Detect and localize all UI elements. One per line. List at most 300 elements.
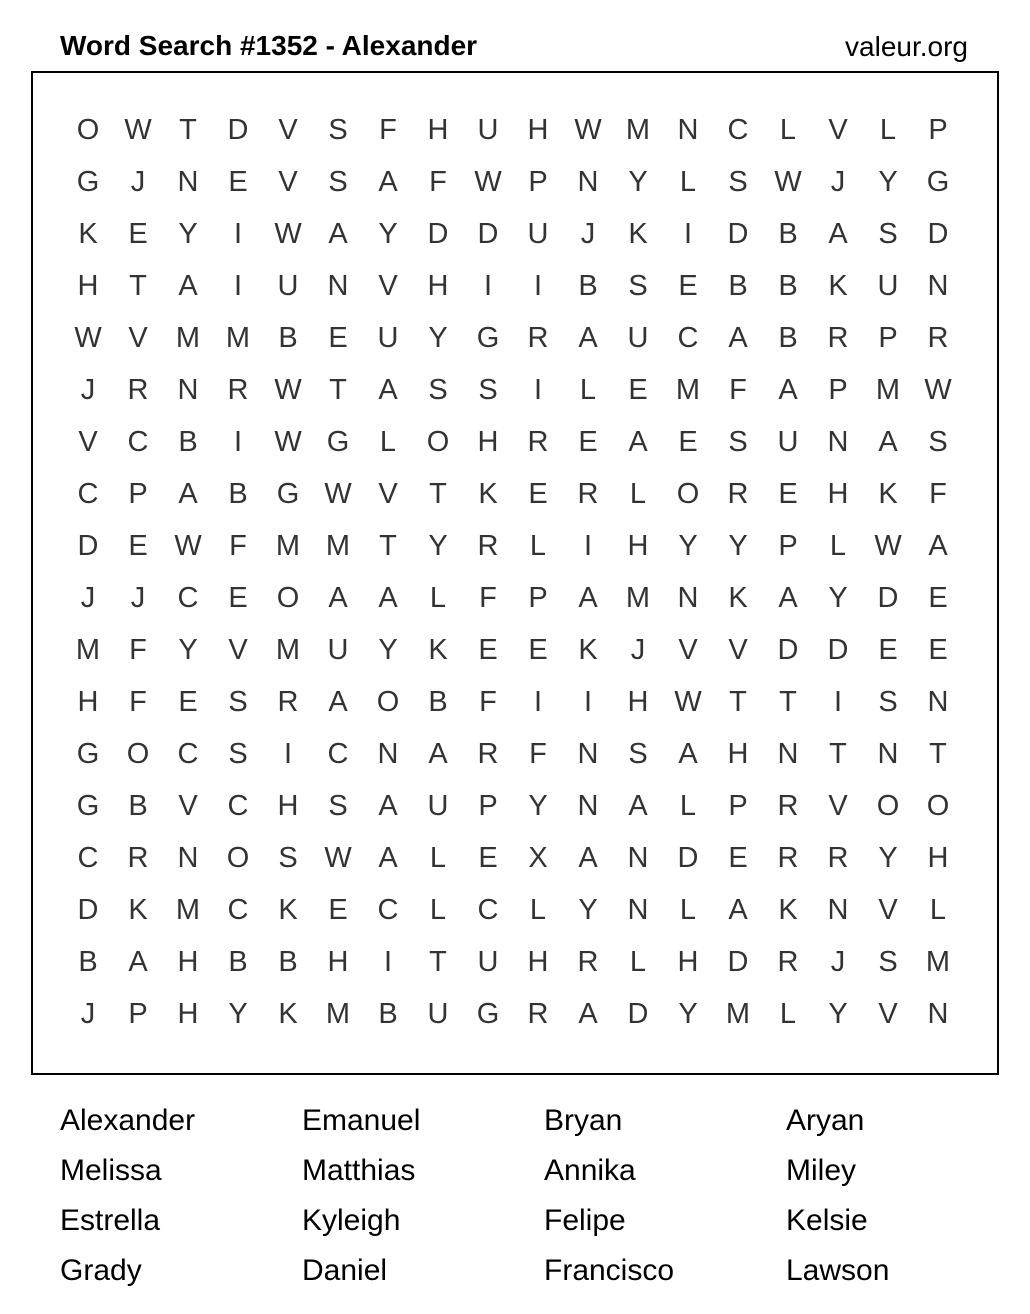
grid-letter[interactable]: E <box>128 217 148 250</box>
grid-letter[interactable]: R <box>477 737 499 770</box>
grid-letter[interactable]: E <box>528 633 548 666</box>
grid-letter[interactable]: V <box>828 113 848 146</box>
grid-letter[interactable]: V <box>278 165 298 198</box>
grid-letter[interactable]: A <box>628 425 648 458</box>
grid-letter[interactable]: W <box>274 373 302 406</box>
grid-letter[interactable]: E <box>928 633 948 666</box>
grid-letter[interactable]: H <box>177 997 199 1030</box>
grid-letter[interactable]: I <box>533 685 543 718</box>
grid-letter[interactable]: D <box>827 633 849 666</box>
grid-letter[interactable]: F <box>129 633 147 666</box>
grid-letter[interactable]: J <box>80 997 96 1030</box>
grid-letter[interactable]: Y <box>428 529 448 562</box>
grid-letter[interactable]: I <box>683 217 693 250</box>
grid-letter[interactable]: H <box>727 737 749 770</box>
grid-letter[interactable]: H <box>927 841 949 874</box>
grid-letter[interactable]: E <box>778 477 798 510</box>
grid-letter[interactable]: M <box>925 945 951 978</box>
grid-letter[interactable]: E <box>328 893 348 926</box>
grid-letter[interactable]: R <box>577 945 599 978</box>
grid-letter[interactable]: T <box>379 529 397 562</box>
grid-letter[interactable]: C <box>77 477 99 510</box>
grid-letter[interactable]: S <box>328 789 348 822</box>
grid-letter[interactable]: V <box>878 997 898 1030</box>
grid-letter[interactable]: K <box>828 269 848 302</box>
grid-letter[interactable]: R <box>127 373 149 406</box>
grid-letter[interactable]: Y <box>378 633 398 666</box>
grid-letter[interactable]: U <box>627 321 649 354</box>
grid-letter[interactable]: I <box>383 945 393 978</box>
grid-letter[interactable]: A <box>578 581 598 614</box>
grid-letter[interactable]: R <box>927 321 949 354</box>
grid-letter[interactable]: B <box>778 269 798 302</box>
grid-letter[interactable]: S <box>928 425 948 458</box>
grid-letter[interactable]: C <box>727 113 749 146</box>
grid-letter[interactable]: L <box>829 529 847 562</box>
grid-letter[interactable]: U <box>877 269 899 302</box>
grid-letter[interactable]: D <box>677 841 699 874</box>
grid-letter[interactable]: K <box>428 633 448 666</box>
grid-letter[interactable]: M <box>725 997 751 1030</box>
grid-letter[interactable]: O <box>376 685 400 718</box>
grid-letter[interactable]: N <box>577 789 599 822</box>
grid-letter[interactable]: B <box>278 945 298 978</box>
grid-letter[interactable]: A <box>728 321 748 354</box>
grid-letter[interactable]: N <box>577 165 599 198</box>
grid-letter[interactable]: K <box>278 893 298 926</box>
grid-letter[interactable]: Y <box>678 529 698 562</box>
grid-letter[interactable]: D <box>227 113 249 146</box>
grid-letter[interactable]: B <box>178 425 198 458</box>
grid-letter[interactable]: A <box>678 737 698 770</box>
grid-letter[interactable]: V <box>828 789 848 822</box>
grid-letter[interactable]: D <box>777 633 799 666</box>
grid-letter[interactable]: A <box>578 841 598 874</box>
grid-letter[interactable]: C <box>227 893 249 926</box>
grid-letter[interactable]: J <box>580 217 596 250</box>
grid-letter[interactable]: F <box>229 529 247 562</box>
grid-letter[interactable]: U <box>527 217 549 250</box>
grid-letter[interactable]: O <box>226 841 250 874</box>
grid-letter[interactable]: I <box>583 685 593 718</box>
grid-letter[interactable]: R <box>727 477 749 510</box>
grid-letter[interactable]: R <box>277 685 299 718</box>
grid-letter[interactable]: L <box>429 581 447 614</box>
grid-letter[interactable]: K <box>278 997 298 1030</box>
grid-letter[interactable]: H <box>277 789 299 822</box>
grid-letter[interactable]: N <box>577 737 599 770</box>
grid-letter[interactable]: A <box>778 581 798 614</box>
grid-letter[interactable]: W <box>74 321 102 354</box>
grid-letter[interactable]: D <box>77 893 99 926</box>
grid-letter[interactable]: G <box>326 425 350 458</box>
grid-letter[interactable]: O <box>876 789 900 822</box>
grid-letter[interactable]: C <box>377 893 399 926</box>
grid-letter[interactable]: Y <box>428 321 448 354</box>
grid-letter[interactable]: V <box>78 425 98 458</box>
grid-letter[interactable]: V <box>128 321 148 354</box>
grid-letter[interactable]: A <box>378 165 398 198</box>
grid-letter[interactable]: X <box>528 841 548 874</box>
grid-letter[interactable]: F <box>729 373 747 406</box>
grid-letter[interactable]: H <box>427 269 449 302</box>
grid-letter[interactable]: B <box>378 997 398 1030</box>
grid-letter[interactable]: R <box>777 841 799 874</box>
grid-letter[interactable]: I <box>533 373 543 406</box>
grid-letter[interactable]: M <box>275 633 301 666</box>
grid-letter[interactable]: F <box>479 685 497 718</box>
grid-letter[interactable]: C <box>227 789 249 822</box>
grid-letter[interactable]: N <box>827 893 849 926</box>
grid-letter[interactable]: T <box>179 113 197 146</box>
grid-letter[interactable]: A <box>628 789 648 822</box>
grid-letter[interactable]: H <box>177 945 199 978</box>
grid-letter[interactable]: D <box>627 997 649 1030</box>
grid-letter[interactable]: N <box>627 841 649 874</box>
grid-letter[interactable]: N <box>827 425 849 458</box>
grid-letter[interactable]: P <box>128 997 148 1030</box>
grid-letter[interactable]: R <box>777 945 799 978</box>
grid-letter[interactable]: B <box>778 217 798 250</box>
grid-letter[interactable]: K <box>728 581 748 614</box>
grid-letter[interactable]: P <box>528 581 548 614</box>
grid-letter[interactable]: U <box>277 269 299 302</box>
grid-letter[interactable]: S <box>878 685 898 718</box>
grid-letter[interactable]: Y <box>578 893 598 926</box>
grid-letter[interactable]: I <box>233 217 243 250</box>
grid-letter[interactable]: R <box>827 321 849 354</box>
grid-letter[interactable]: A <box>378 581 398 614</box>
grid-letter[interactable]: I <box>233 425 243 458</box>
grid-letter[interactable]: H <box>527 113 549 146</box>
grid-letter[interactable]: R <box>477 529 499 562</box>
grid-letter[interactable]: T <box>329 373 347 406</box>
grid-letter[interactable]: D <box>77 529 99 562</box>
grid-letter[interactable]: E <box>328 321 348 354</box>
grid-letter[interactable]: I <box>283 737 293 770</box>
grid-letter[interactable]: Y <box>728 529 748 562</box>
grid-letter[interactable]: B <box>778 321 798 354</box>
grid-letter[interactable]: E <box>728 841 748 874</box>
grid-letter[interactable]: P <box>528 165 548 198</box>
grid-letter[interactable]: H <box>77 685 99 718</box>
grid-letter[interactable]: M <box>875 373 901 406</box>
grid-letter[interactable]: T <box>929 737 947 770</box>
grid-letter[interactable]: U <box>427 789 449 822</box>
grid-letter[interactable]: O <box>676 477 700 510</box>
grid-letter[interactable]: A <box>728 893 748 926</box>
grid-letter[interactable]: M <box>225 321 251 354</box>
grid-letter[interactable]: A <box>828 217 848 250</box>
grid-letter[interactable]: M <box>275 529 301 562</box>
grid-letter[interactable]: M <box>625 581 651 614</box>
grid-letter[interactable]: N <box>677 581 699 614</box>
grid-letter[interactable]: D <box>877 581 899 614</box>
grid-letter[interactable]: E <box>678 425 698 458</box>
grid-letter[interactable]: H <box>477 425 499 458</box>
grid-letter[interactable]: L <box>579 373 597 406</box>
grid-letter[interactable]: W <box>674 685 702 718</box>
grid-letter[interactable]: H <box>77 269 99 302</box>
grid-letter[interactable]: T <box>779 685 797 718</box>
grid-letter[interactable]: W <box>774 165 802 198</box>
grid-letter[interactable]: Y <box>628 165 648 198</box>
grid-letter[interactable]: N <box>177 165 199 198</box>
grid-letter[interactable]: Y <box>878 841 898 874</box>
grid-letter[interactable]: S <box>428 373 448 406</box>
grid-letter[interactable]: Y <box>178 217 198 250</box>
grid-letter[interactable]: N <box>677 113 699 146</box>
grid-letter[interactable]: N <box>177 841 199 874</box>
grid-letter[interactable]: H <box>327 945 349 978</box>
grid-letter[interactable]: P <box>128 477 148 510</box>
grid-letter[interactable]: M <box>175 321 201 354</box>
grid-letter[interactable]: G <box>76 789 100 822</box>
grid-letter[interactable]: V <box>178 789 198 822</box>
grid-letter[interactable]: S <box>628 269 648 302</box>
grid-letter[interactable]: E <box>928 581 948 614</box>
grid-letter[interactable]: N <box>877 737 899 770</box>
grid-letter[interactable]: T <box>429 477 447 510</box>
grid-letter[interactable]: T <box>429 945 447 978</box>
grid-letter[interactable]: H <box>827 477 849 510</box>
grid-letter[interactable]: Y <box>828 581 848 614</box>
grid-letter[interactable]: P <box>928 113 948 146</box>
grid-letter[interactable]: E <box>528 477 548 510</box>
grid-letter[interactable]: C <box>77 841 99 874</box>
grid-letter[interactable]: S <box>278 841 298 874</box>
grid-letter[interactable]: N <box>927 269 949 302</box>
grid-letter[interactable]: S <box>228 685 248 718</box>
grid-letter[interactable]: J <box>130 165 146 198</box>
grid-letter[interactable]: Y <box>878 165 898 198</box>
grid-letter[interactable]: A <box>128 945 148 978</box>
grid-letter[interactable]: S <box>228 737 248 770</box>
grid-letter[interactable]: L <box>629 477 647 510</box>
grid-letter[interactable]: V <box>878 893 898 926</box>
grid-letter[interactable]: R <box>827 841 849 874</box>
grid-letter[interactable]: L <box>779 113 797 146</box>
grid-letter[interactable]: V <box>378 269 398 302</box>
grid-letter[interactable]: W <box>174 529 202 562</box>
grid-letter[interactable]: P <box>478 789 498 822</box>
grid-letter[interactable]: T <box>829 737 847 770</box>
grid-letter[interactable]: J <box>830 165 846 198</box>
grid-letter[interactable]: A <box>378 789 398 822</box>
grid-letter[interactable]: W <box>274 425 302 458</box>
grid-letter[interactable]: M <box>325 529 351 562</box>
grid-letter[interactable]: L <box>529 529 547 562</box>
grid-letter[interactable]: K <box>478 477 498 510</box>
grid-letter[interactable]: D <box>927 217 949 250</box>
grid-letter[interactable]: N <box>327 269 349 302</box>
grid-letter[interactable]: A <box>178 477 198 510</box>
grid-letter[interactable]: V <box>378 477 398 510</box>
grid-letter[interactable]: L <box>429 841 447 874</box>
grid-letter[interactable]: J <box>80 373 96 406</box>
grid-letter[interactable]: S <box>478 373 498 406</box>
grid-letter[interactable]: I <box>533 269 543 302</box>
grid-letter[interactable]: B <box>278 321 298 354</box>
grid-letter[interactable]: P <box>728 789 748 822</box>
grid-letter[interactable]: R <box>127 841 149 874</box>
grid-letter[interactable]: W <box>474 165 502 198</box>
grid-letter[interactable]: R <box>577 477 599 510</box>
grid-letter[interactable]: S <box>328 113 348 146</box>
grid-letter[interactable]: K <box>578 633 598 666</box>
grid-letter[interactable]: I <box>483 269 493 302</box>
grid-letter[interactable]: N <box>777 737 799 770</box>
grid-letter[interactable]: F <box>429 165 447 198</box>
grid-letter[interactable]: E <box>478 633 498 666</box>
grid-letter[interactable]: Y <box>178 633 198 666</box>
grid-letter[interactable]: C <box>677 321 699 354</box>
grid-letter[interactable]: W <box>124 113 152 146</box>
grid-letter[interactable]: A <box>928 529 948 562</box>
grid-letter[interactable]: J <box>80 581 96 614</box>
grid-letter[interactable]: P <box>778 529 798 562</box>
grid-letter[interactable]: B <box>728 269 748 302</box>
grid-letter[interactable]: O <box>76 113 100 146</box>
grid-letter[interactable]: K <box>78 217 98 250</box>
grid-letter[interactable]: O <box>926 789 950 822</box>
grid-letter[interactable]: E <box>678 269 698 302</box>
grid-letter[interactable]: S <box>878 217 898 250</box>
grid-letter[interactable]: I <box>583 529 593 562</box>
grid-letter[interactable]: O <box>426 425 450 458</box>
grid-letter[interactable]: R <box>527 321 549 354</box>
grid-letter[interactable]: G <box>476 997 500 1030</box>
grid-letter[interactable]: E <box>628 373 648 406</box>
grid-letter[interactable]: J <box>630 633 646 666</box>
grid-letter[interactable]: U <box>477 945 499 978</box>
grid-letter[interactable]: Y <box>678 997 698 1030</box>
grid-letter[interactable]: B <box>578 269 598 302</box>
grid-letter[interactable]: K <box>778 893 798 926</box>
grid-letter[interactable]: U <box>427 997 449 1030</box>
grid-letter[interactable]: J <box>130 581 146 614</box>
grid-letter[interactable]: O <box>276 581 300 614</box>
grid-letter[interactable]: A <box>178 269 198 302</box>
grid-letter[interactable]: S <box>728 425 748 458</box>
grid-letter[interactable]: V <box>678 633 698 666</box>
grid-letter[interactable]: F <box>529 737 547 770</box>
grid-letter[interactable]: A <box>778 373 798 406</box>
grid-letter[interactable]: F <box>379 113 397 146</box>
grid-letter[interactable]: V <box>728 633 748 666</box>
grid-letter[interactable]: A <box>578 321 598 354</box>
grid-letter[interactable]: I <box>833 685 843 718</box>
grid-letter[interactable]: G <box>76 165 100 198</box>
grid-letter[interactable]: H <box>677 945 699 978</box>
grid-letter[interactable]: W <box>574 113 602 146</box>
grid-letter[interactable]: Y <box>828 997 848 1030</box>
grid-letter[interactable]: M <box>325 997 351 1030</box>
grid-letter[interactable]: A <box>328 217 348 250</box>
grid-letter[interactable]: A <box>328 685 348 718</box>
grid-letter[interactable]: R <box>227 373 249 406</box>
grid-letter[interactable]: B <box>128 789 148 822</box>
grid-letter[interactable]: C <box>177 581 199 614</box>
grid-letter[interactable]: A <box>378 841 398 874</box>
grid-letter[interactable]: H <box>527 945 549 978</box>
grid-letter[interactable]: H <box>627 685 649 718</box>
grid-letter[interactable]: W <box>874 529 902 562</box>
grid-letter[interactable]: C <box>327 737 349 770</box>
grid-letter[interactable]: K <box>128 893 148 926</box>
grid-letter[interactable]: Y <box>378 217 398 250</box>
grid-letter[interactable]: G <box>76 737 100 770</box>
grid-letter[interactable]: V <box>278 113 298 146</box>
grid-letter[interactable]: L <box>879 113 897 146</box>
grid-letter[interactable]: C <box>127 425 149 458</box>
grid-letter[interactable]: S <box>878 945 898 978</box>
grid-letter[interactable]: P <box>828 373 848 406</box>
grid-letter[interactable]: N <box>927 685 949 718</box>
grid-letter[interactable]: G <box>276 477 300 510</box>
grid-letter[interactable]: L <box>929 893 947 926</box>
grid-letter[interactable]: K <box>628 217 648 250</box>
grid-letter[interactable]: L <box>679 789 697 822</box>
grid-letter[interactable]: N <box>627 893 649 926</box>
grid-letter[interactable]: E <box>128 529 148 562</box>
grid-letter[interactable]: E <box>178 685 198 718</box>
grid-letter[interactable]: S <box>728 165 748 198</box>
grid-letter[interactable]: U <box>477 113 499 146</box>
grid-letter[interactable]: R <box>777 789 799 822</box>
grid-letter[interactable]: Y <box>228 997 248 1030</box>
grid-letter[interactable]: C <box>177 737 199 770</box>
grid-letter[interactable]: F <box>479 581 497 614</box>
grid-letter[interactable]: W <box>274 217 302 250</box>
grid-letter[interactable]: D <box>727 217 749 250</box>
grid-letter[interactable]: W <box>324 477 352 510</box>
grid-letter[interactable]: H <box>427 113 449 146</box>
grid-letter[interactable]: N <box>377 737 399 770</box>
grid-letter[interactable]: G <box>476 321 500 354</box>
grid-letter[interactable]: B <box>78 945 98 978</box>
grid-letter[interactable]: L <box>679 893 697 926</box>
grid-letter[interactable]: L <box>679 165 697 198</box>
grid-letter[interactable]: L <box>629 945 647 978</box>
grid-letter[interactable]: G <box>926 165 950 198</box>
grid-letter[interactable]: H <box>627 529 649 562</box>
grid-letter[interactable]: A <box>378 373 398 406</box>
grid-letter[interactable]: A <box>878 425 898 458</box>
grid-letter[interactable]: N <box>927 997 949 1030</box>
grid-letter[interactable]: F <box>129 685 147 718</box>
grid-letter[interactable]: M <box>675 373 701 406</box>
grid-letter[interactable]: R <box>527 425 549 458</box>
grid-letter[interactable]: S <box>328 165 348 198</box>
grid-letter[interactable]: W <box>324 841 352 874</box>
grid-letter[interactable]: O <box>126 737 150 770</box>
grid-letter[interactable]: D <box>477 217 499 250</box>
grid-letter[interactable]: Y <box>528 789 548 822</box>
grid-letter[interactable]: L <box>429 893 447 926</box>
grid-letter[interactable]: D <box>727 945 749 978</box>
grid-letter[interactable]: M <box>75 633 101 666</box>
grid-letter[interactable]: E <box>578 425 598 458</box>
grid-letter[interactable]: U <box>377 321 399 354</box>
grid-letter[interactable]: A <box>428 737 448 770</box>
grid-letter[interactable]: I <box>233 269 243 302</box>
grid-letter[interactable]: W <box>924 373 952 406</box>
grid-letter[interactable]: B <box>228 477 248 510</box>
grid-letter[interactable]: D <box>427 217 449 250</box>
grid-letter[interactable]: E <box>228 581 248 614</box>
grid-letter[interactable]: L <box>779 997 797 1030</box>
